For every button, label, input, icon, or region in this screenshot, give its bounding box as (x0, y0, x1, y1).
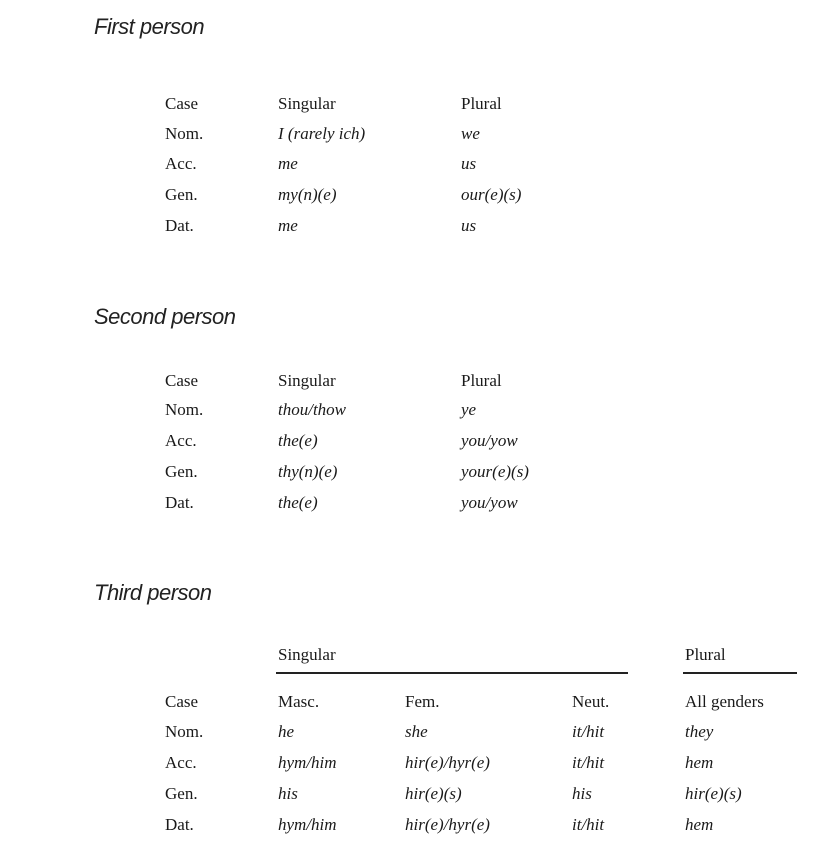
plural-form: ye (461, 400, 477, 419)
case-label: Dat. (165, 216, 194, 235)
all-genders-form: hir(e)(s) (685, 784, 742, 803)
column-header-fem: Fem. (405, 692, 440, 711)
second-person-heading: Second person (94, 304, 236, 329)
case-label: Nom. (165, 124, 204, 143)
all-genders-form: hem (685, 753, 714, 772)
singular-form: me (278, 154, 298, 173)
singular-form: thou/thow (278, 400, 347, 419)
case-label: Acc. (165, 753, 197, 772)
neut-form: it/hit (572, 753, 605, 772)
plural-form: you/yow (461, 431, 518, 450)
column-header-singular: Singular (278, 371, 336, 390)
column-header-masc: Masc. (278, 692, 320, 711)
column-header-case: Case (165, 371, 199, 390)
case-label: Gen. (165, 462, 198, 481)
case-label: Gen. (165, 784, 198, 803)
plural-form: us (461, 216, 477, 235)
column-header-all-genders: All genders (685, 692, 764, 711)
singular-group-rule (276, 672, 628, 674)
masc-form: hym/him (278, 753, 337, 772)
singular-form (278, 124, 365, 144)
singular-form: the(e) (278, 493, 318, 512)
fem-form: hir(e)/hyr(e) (405, 753, 490, 772)
plural-form: we (461, 124, 480, 143)
plural-form: your(e)(s) (461, 462, 529, 481)
case-label: Nom. (165, 722, 204, 741)
plural-group-rule (683, 672, 797, 674)
group-header-plural: Plural (685, 645, 726, 664)
neut-form: it/hit (572, 722, 605, 741)
masc-form: hym/him (278, 815, 337, 834)
third-person-heading: Third person (94, 580, 212, 605)
neut-form: it/hit (572, 815, 605, 834)
plural-form: you/yow (461, 493, 518, 512)
fem-form: she (405, 722, 428, 741)
case-label: Nom. (165, 400, 204, 419)
case-label: Dat. (165, 493, 194, 512)
all-genders-form: they (685, 722, 714, 741)
case-label: Dat. (165, 815, 194, 834)
case-label: Acc. (165, 431, 197, 450)
case-label: Acc. (165, 154, 197, 173)
first-person-heading: First person (94, 14, 205, 39)
plural-form: us (461, 154, 477, 173)
plural-form: our(e)(s) (461, 185, 522, 204)
singular-form: me (278, 216, 298, 235)
column-header-singular: Singular (278, 94, 336, 113)
column-header-neut: Neut. (572, 692, 610, 711)
singular-form: thy(n)(e) (278, 462, 338, 481)
group-header-singular: Singular (278, 645, 336, 664)
masc-form: his (278, 784, 298, 803)
column-header-case: Case (165, 94, 199, 113)
column-header-plural: Plural (461, 94, 502, 113)
case-label: Gen. (165, 185, 198, 204)
masc-form: he (278, 722, 295, 741)
singular-form-text: I (rarely ich) (278, 124, 366, 143)
fem-form: hir(e)/hyr(e) (405, 815, 490, 834)
singular-form: my(n)(e) (278, 185, 337, 204)
all-genders-form: hem (685, 815, 714, 834)
fem-form: hir(e)(s) (405, 784, 462, 803)
singular-form: the(e) (278, 431, 318, 450)
column-header-case: Case (165, 692, 199, 711)
neut-form: his (572, 784, 592, 803)
column-header-plural: Plural (461, 371, 502, 390)
